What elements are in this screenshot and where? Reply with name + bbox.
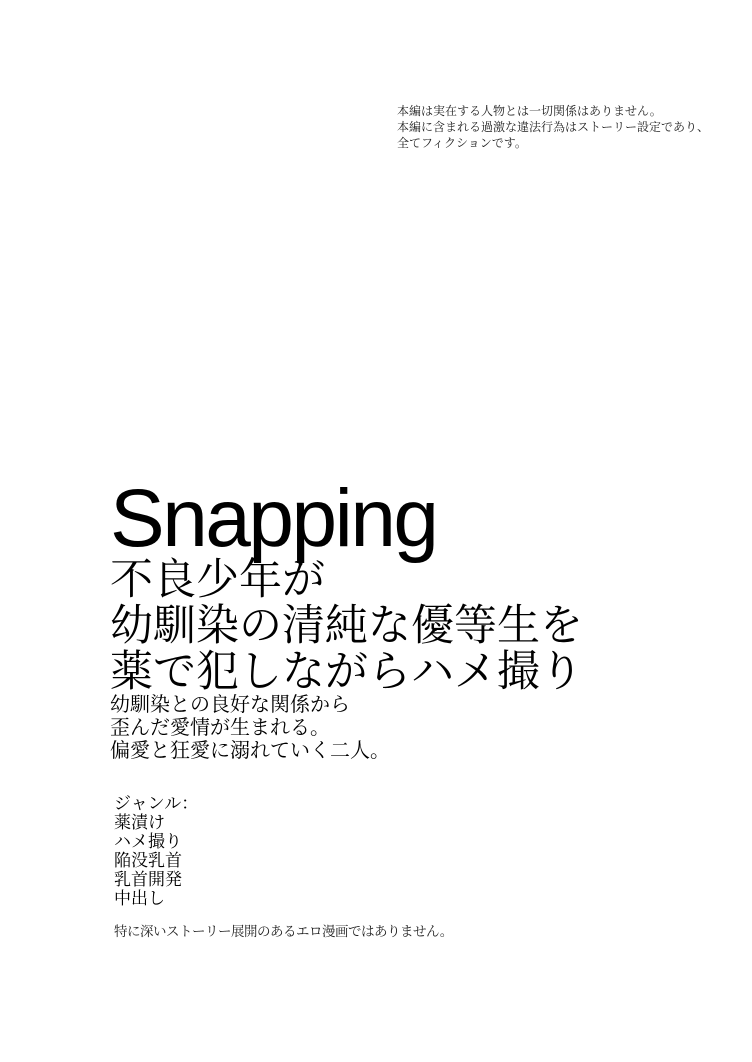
genre-item: 薬漬け <box>114 813 165 832</box>
genre-item: ハメ撮り <box>114 832 182 851</box>
subtitle-line-1: 不良少年が <box>110 556 325 604</box>
description-line-2: 歪んだ愛情が生まれる。 <box>110 717 330 739</box>
description-block <box>110 694 390 763</box>
disclaimer-line-1: 本編は実在する人物とは一切関係はありません。 <box>397 104 662 118</box>
genre-header: ジャンル： <box>114 794 199 813</box>
page-title: Snapping <box>110 473 437 564</box>
genre-item: 中出し <box>114 889 165 908</box>
footnote: 特に深いストーリー展開のあるエロ漫画ではありません。 <box>114 924 453 939</box>
disclaimer-line-2: 本編に含まれる過激な違法行為はストーリー設定であり、 <box>397 120 710 134</box>
disclaimer-block <box>397 103 709 151</box>
genre-section <box>114 794 198 908</box>
description-line-3: 偏愛と狂愛に溺れていく二人。 <box>110 740 390 762</box>
subtitle-line-3: 薬で犯しながらハメ撮り <box>110 648 583 696</box>
genre-item: 乳首開発 <box>114 870 182 889</box>
subtitle-line-2: 幼馴染の清純な優等生を <box>110 602 583 650</box>
genre-item: 陥没乳首 <box>114 851 182 870</box>
disclaimer-line-3: 全てフィクションです。 <box>397 136 527 150</box>
description-line-1: 幼馴染との良好な関係から <box>110 694 350 716</box>
subtitle-block <box>110 557 583 695</box>
genre-list <box>114 813 198 908</box>
